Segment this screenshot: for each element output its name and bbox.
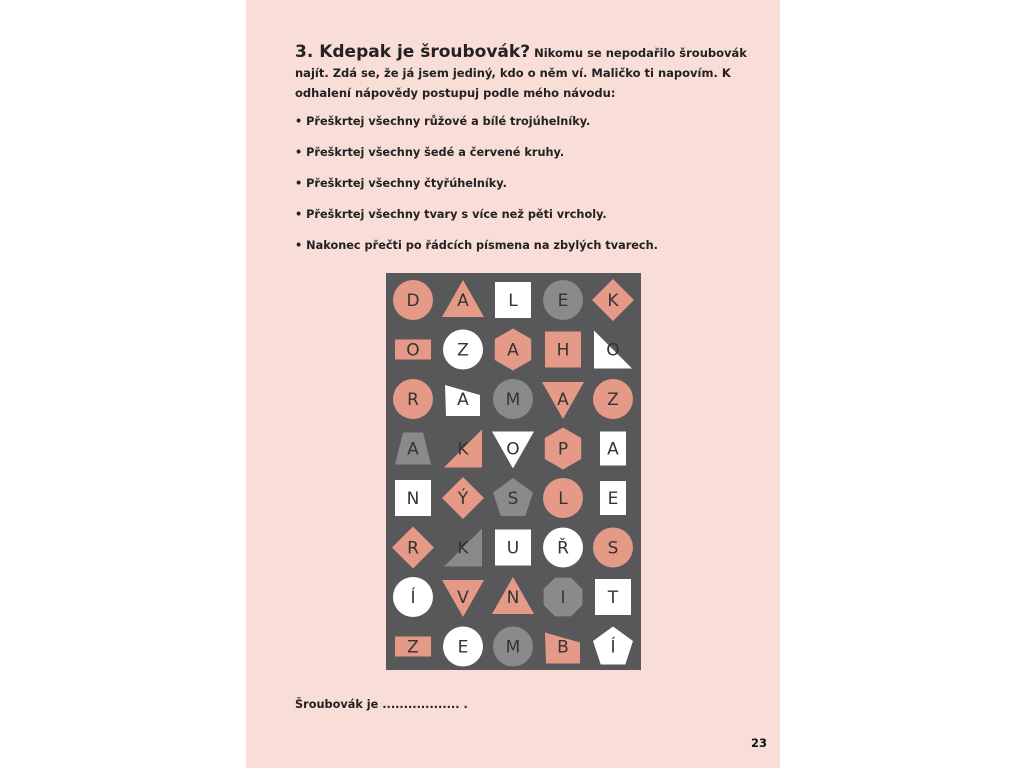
puzzle-cell <box>492 577 534 614</box>
puzzle-cell <box>595 579 631 615</box>
puzzle-letter: I <box>560 588 566 608</box>
puzzle-cell <box>444 430 482 468</box>
puzzle-letter: A <box>407 439 419 460</box>
puzzle-cell <box>545 428 581 470</box>
instruction-item: • Přeškrtej všechny tvary s více než pěti vrcholy. <box>295 208 607 221</box>
puzzle-cell <box>444 529 482 567</box>
puzzle-cell <box>395 480 431 516</box>
puzzle-cell <box>495 282 531 318</box>
puzzle-letter: Z <box>407 637 419 658</box>
puzzle-cell <box>594 331 632 369</box>
puzzle-cell <box>493 478 533 516</box>
puzzle-cell <box>443 330 483 370</box>
instruction-item: • Nakonec přečti po řádcích písmena na zbylých tvarech. <box>295 239 658 252</box>
puzzle-cell <box>395 340 431 361</box>
puzzle-letter: A <box>507 340 519 361</box>
puzzle-letter: Ý <box>457 489 469 509</box>
puzzle-letter: M <box>505 637 521 658</box>
puzzle-cell <box>442 477 484 519</box>
task-heading <box>295 42 755 103</box>
puzzle-cell <box>493 627 533 667</box>
puzzle-cell <box>393 280 433 320</box>
puzzle-cell <box>493 379 533 419</box>
puzzle-cell <box>443 627 483 667</box>
puzzle-letter: S <box>607 538 619 559</box>
puzzle-letter: L <box>508 291 518 311</box>
answer-line: Šroubovák je .................. . <box>295 698 468 711</box>
task-intro: Nikomu se nepodařilo šroubovák najít. Zdá se, že já jsem jediný, kdo o něm ví. Maličko ti napovím. K odhalení nápovědy postupuj podle mého návodu: <box>295 46 747 100</box>
puzzle-letter: N <box>506 588 520 608</box>
puzzle-letter: R <box>407 538 419 559</box>
puzzle-letter: N <box>406 489 420 509</box>
puzzle-cell <box>543 528 583 568</box>
puzzle-letter: E <box>557 291 569 311</box>
puzzle-cell <box>593 379 633 419</box>
puzzle-cell <box>593 528 633 568</box>
shape-puzzle-grid <box>386 273 641 670</box>
puzzle-letter: L <box>558 489 568 509</box>
puzzle-letter: D <box>406 291 420 311</box>
puzzle-cell <box>495 530 531 566</box>
page-number: 23 <box>751 736 768 750</box>
puzzle-cell <box>593 627 633 665</box>
puzzle-cell <box>543 280 583 320</box>
puzzle-letter: P <box>557 439 569 460</box>
puzzle-cell <box>600 481 626 515</box>
puzzle-letter: A <box>607 439 619 460</box>
puzzle-cell <box>442 580 484 617</box>
puzzle-cell <box>492 432 534 469</box>
puzzle-cell <box>544 578 583 617</box>
puzzle-letter: E <box>457 637 469 658</box>
puzzle-letter: K <box>457 538 469 559</box>
puzzle-cell <box>545 633 580 664</box>
puzzle-letter: O <box>606 340 620 361</box>
puzzle-letter: A <box>457 390 469 410</box>
puzzle-letter: E <box>607 489 619 509</box>
puzzle-cell <box>545 332 581 368</box>
puzzle-letter: V <box>457 588 469 608</box>
puzzle-letter: Í <box>610 637 616 658</box>
instruction-item: • Přeškrtej všechny čtyřúhelníky. <box>295 177 507 190</box>
puzzle-letter: R <box>407 390 419 410</box>
instruction-item: • Přeškrtej všechny růžové a bílé trojúhelníky. <box>295 115 591 128</box>
puzzle-cell <box>445 385 480 416</box>
puzzle-cell <box>592 279 634 321</box>
puzzle-letter: A <box>457 291 469 311</box>
puzzle-cell <box>395 637 431 658</box>
puzzle-cell <box>495 329 531 371</box>
puzzle-letter: H <box>556 340 570 361</box>
puzzle-cell <box>542 382 584 419</box>
puzzle-letter: M <box>505 390 521 410</box>
puzzle-letter: K <box>607 291 619 311</box>
puzzle-letter: Í <box>410 588 416 608</box>
puzzle-letter: O <box>506 439 520 460</box>
puzzle-letter: Z <box>607 390 619 410</box>
puzzle-letter: T <box>607 588 619 608</box>
puzzle-letter: K <box>457 439 469 460</box>
puzzle-cell <box>543 478 583 518</box>
task-title: 3. Kdepak je šroubovák? <box>295 42 531 62</box>
puzzle-cell <box>393 577 433 617</box>
puzzle-letter: O <box>406 340 420 361</box>
workbook-page <box>246 0 780 768</box>
puzzle-cell <box>600 432 626 466</box>
puzzle-letter: Z <box>457 340 469 361</box>
puzzle-letter: U <box>506 538 520 559</box>
shape-puzzle-board <box>386 273 641 670</box>
puzzle-cell <box>393 379 433 419</box>
puzzle-letter: S <box>507 489 519 509</box>
puzzle-letter: Ř <box>557 538 569 559</box>
puzzle-cell <box>392 527 434 569</box>
puzzle-cell <box>395 433 431 465</box>
puzzle-letter: B <box>557 637 569 658</box>
instruction-item: • Přeškrtej všechny šedé a červené kruhy. <box>295 146 565 159</box>
puzzle-letter: A <box>557 390 569 410</box>
puzzle-cell <box>442 280 484 317</box>
